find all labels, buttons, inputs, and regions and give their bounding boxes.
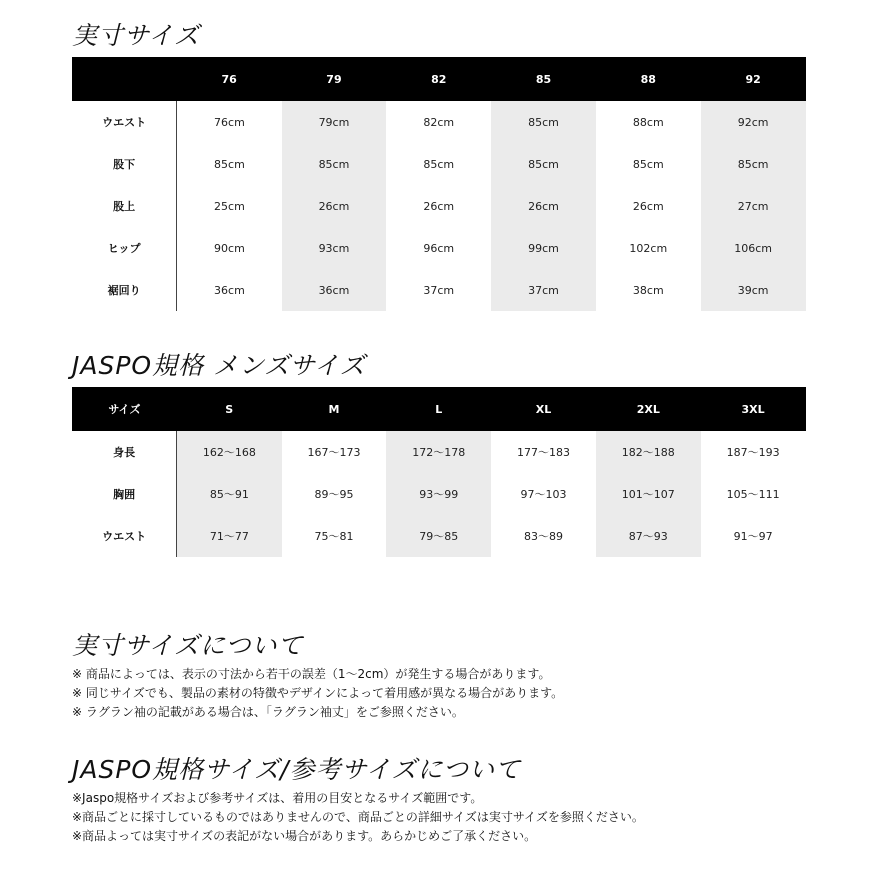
table-cell: 85cm — [701, 143, 806, 185]
header-label-cell — [72, 57, 177, 101]
table-row — [72, 431, 806, 473]
table-row — [72, 143, 806, 185]
row-label: 裾回り — [72, 269, 177, 311]
table-header-row — [72, 387, 806, 431]
table-cell: 85cm — [632, 157, 664, 171]
header-size-cell: 82 — [386, 57, 491, 101]
table-cell: 87〜93 — [596, 515, 701, 557]
table-cell: 26cm — [632, 199, 664, 213]
table-cell: 79cm — [282, 101, 387, 143]
row-label: 股上 — [72, 185, 177, 227]
row-label: 股下 — [72, 143, 177, 185]
table-row — [72, 269, 806, 311]
table-cell: 101〜107 — [596, 473, 701, 515]
table-cell: 85〜91 — [177, 473, 282, 515]
table-cell: 85cm — [491, 143, 596, 185]
table-cell: 97〜103 — [520, 488, 567, 501]
row-label: ウエスト — [72, 515, 177, 557]
row-label: 胸囲 — [72, 473, 177, 515]
note-line: ※商品よっては実寸サイズの表記がない場合があります。あらかじめご了承ください。 — [72, 829, 537, 843]
header-size-cell: 92 — [701, 57, 806, 101]
note-line: ※ ラグラン袖の記載がある場合は、「ラグラン袖丈」をご参照ください。 — [72, 705, 464, 719]
table-cell: 105〜111 — [726, 488, 780, 501]
note-line: ※商品ごとに採寸しているものではありませんので、商品ごとの詳細サイズは実寸サイズを参照ください。 — [72, 810, 644, 824]
header-size-cell: 85 — [491, 57, 596, 101]
table-cell: 37cm — [423, 283, 455, 297]
actual-size-table — [72, 57, 806, 311]
header-size-cell: M — [282, 387, 387, 431]
jaspo-size-table — [72, 387, 806, 557]
table-cell: 85cm — [214, 157, 245, 171]
table-cell: 75〜81 — [314, 530, 354, 543]
table-cell: 36cm — [214, 283, 245, 297]
table-cell: 172〜178 — [386, 431, 491, 473]
jaspo-mens-size-heading: JASPO規格 メンズサイズ — [72, 351, 366, 380]
table-cell: 27cm — [701, 185, 806, 227]
table-cell: 91〜97 — [733, 530, 773, 543]
table-row — [72, 185, 806, 227]
actual-size-notes-heading: 実寸サイズについて — [72, 631, 304, 660]
table-row — [72, 227, 806, 269]
row-label: ヒップ — [72, 227, 177, 269]
table-cell: 93cm — [282, 227, 387, 269]
table-cell: 85cm — [282, 143, 387, 185]
note-line: ※ 商品によっては、表示の寸法から若干の誤差（1〜2cm）が発生する場合があります。 — [72, 667, 551, 681]
table-cell: 26cm — [491, 185, 596, 227]
table-cell: 96cm — [423, 241, 455, 255]
table-cell: 89〜95 — [314, 488, 354, 501]
table-cell: 177〜183 — [517, 446, 571, 459]
table-cell: 79〜85 — [386, 515, 491, 557]
table-cell: 85cm — [423, 157, 455, 171]
header-size-cell: S — [177, 387, 282, 431]
row-label: 身長 — [72, 431, 177, 473]
table-cell: 93〜99 — [386, 473, 491, 515]
table-cell: 106cm — [701, 227, 806, 269]
table-cell: 36cm — [282, 269, 387, 311]
header-label-cell: サイズ — [72, 387, 177, 431]
table-cell: 71〜77 — [177, 515, 282, 557]
row-label: ウエスト — [72, 101, 177, 143]
table-cell: 99cm — [491, 227, 596, 269]
table-cell: 26cm — [282, 185, 387, 227]
header-size-cell: 79 — [282, 57, 387, 101]
table-cell: 182〜188 — [596, 431, 701, 473]
table-cell: 82cm — [423, 115, 455, 129]
table-header-row — [72, 57, 806, 101]
header-size-cell: L — [386, 387, 491, 431]
table-cell: 26cm — [423, 199, 455, 213]
jaspo-notes-heading: JASPO規格サイズ/参考サイズについて — [72, 755, 522, 784]
table-cell: 167〜173 — [307, 446, 361, 459]
table-cell: 90cm — [214, 241, 245, 255]
table-cell: 162〜168 — [177, 431, 282, 473]
table-cell: 37cm — [491, 269, 596, 311]
header-size-cell: XL — [491, 387, 596, 431]
actual-size-heading: 実寸サイズ — [72, 21, 201, 50]
note-line: ※ 同じサイズでも、製品の素材の特徴やデザインによって着用感が異なる場合があります。 — [72, 686, 564, 700]
header-size-cell: 2XL — [596, 387, 701, 431]
table-cell: 39cm — [701, 269, 806, 311]
table-cell: 187〜193 — [726, 446, 780, 459]
table-row — [72, 101, 806, 143]
table-cell: 85cm — [491, 101, 596, 143]
table-cell: 83〜89 — [524, 530, 564, 543]
actual-size-notes — [72, 665, 563, 722]
table-cell: 38cm — [632, 283, 664, 297]
header-size-cell: 88 — [596, 57, 701, 101]
header-size-cell: 76 — [177, 57, 282, 101]
table-cell: 76cm — [214, 115, 245, 129]
note-line: ※Jaspo規格サイズおよび参考サイズは、着用の目安となるサイズ範囲です。 — [72, 791, 483, 805]
table-cell: 88cm — [632, 115, 664, 129]
table-row — [72, 473, 806, 515]
table-row — [72, 515, 806, 557]
table-cell: 25cm — [214, 199, 245, 213]
header-size-cell: 3XL — [701, 387, 806, 431]
table-cell: 92cm — [701, 101, 806, 143]
table-cell: 102cm — [629, 241, 668, 255]
jaspo-notes — [72, 789, 644, 846]
